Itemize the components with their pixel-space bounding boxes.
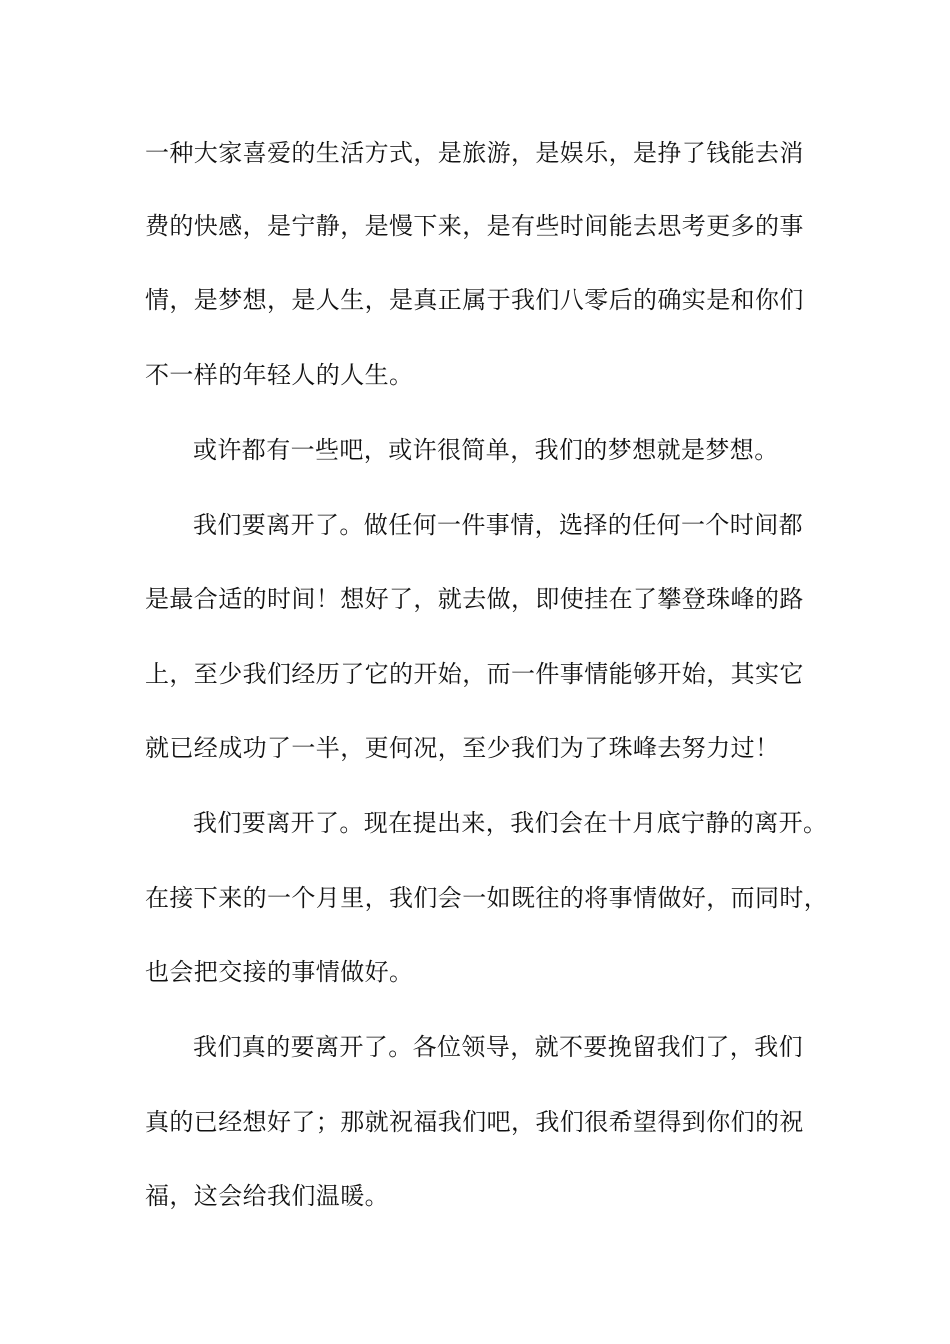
text-line: 不一样的年轻人的人生。 [145, 361, 414, 389]
text-line: 就已经成功了一半，更何况，至少我们为了珠峰去努力过！ [145, 734, 780, 762]
text-line: 情，是梦想，是人生，是真正属于我们八零后的确实是和你们 [145, 286, 804, 314]
text-line: 或许都有一些吧，或许很简单，我们的梦想就是梦想。 [193, 436, 779, 464]
text-line: 在接下来的一个月里，我们会一如既往的将事情做好，而同时， [145, 884, 829, 912]
text-line: 费的快感，是宁静，是慢下来，是有些时间能去思考更多的事 [145, 212, 804, 240]
text-line: 是最合适的时间！想好了，就去做，即使挂在了攀登珠峰的路 [145, 585, 804, 613]
text-line: 我们要离开了。现在提出来，我们会在十月底宁静的离开。 [193, 809, 828, 837]
text-line: 一种大家喜爱的生活方式，是旅游，是娱乐，是挣了钱能去消 [145, 139, 804, 167]
text-line: 福，这会给我们温暖。 [145, 1182, 389, 1210]
text-line: 我们要离开了。做任何一件事情，选择的任何一个时间都 [193, 511, 803, 539]
text-line: 也会把交接的事情做好。 [145, 958, 414, 986]
text-line: 上，至少我们经历了它的开始，而一件事情能够开始，其实它 [145, 660, 804, 688]
text-line: 我们真的要离开了。各位领导，就不要挽留我们了，我们 [193, 1033, 803, 1061]
text-line: 真的已经想好了；那就祝福我们吧，我们很希望得到你们的祝 [145, 1108, 804, 1136]
